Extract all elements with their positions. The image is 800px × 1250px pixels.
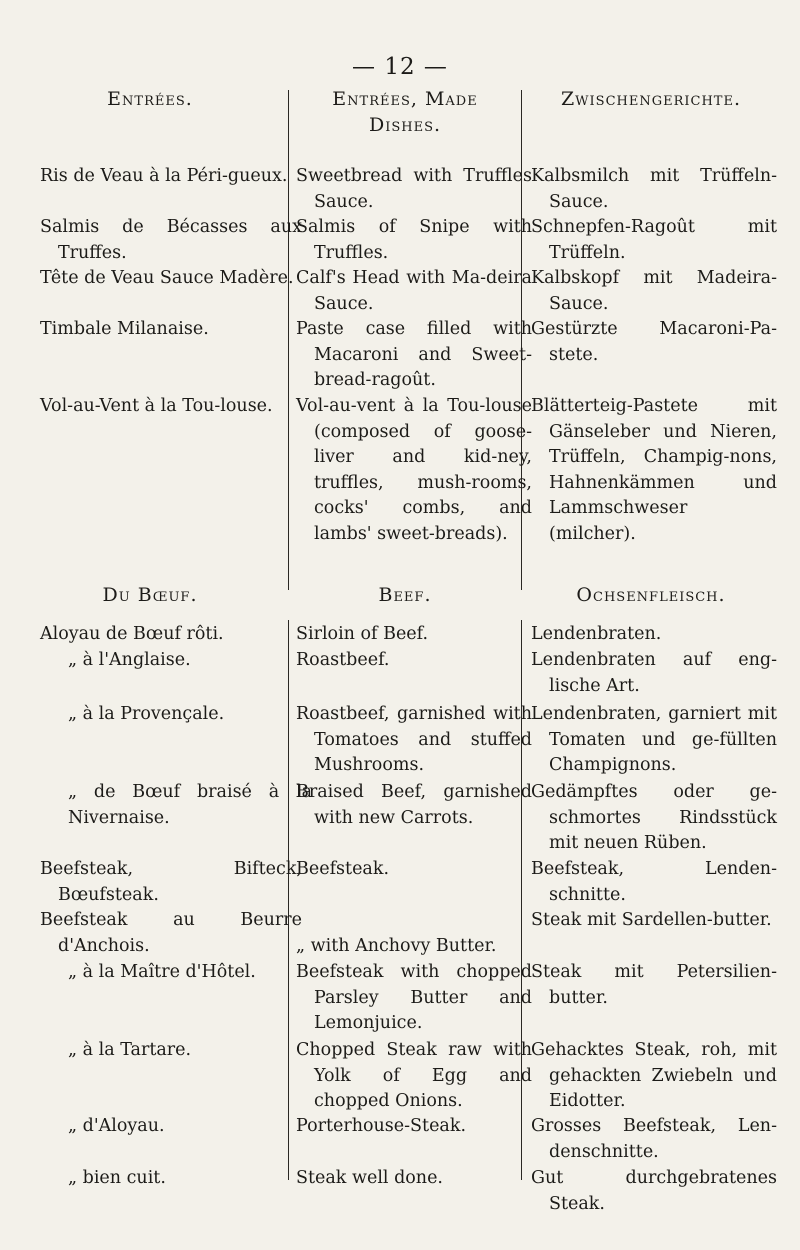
beef-row-3-en: Roastbeef, garnished with Tomatoes and stuffed Mushrooms. (296, 704, 532, 775)
beef-row-7-fr: „ à la Maître d'Hôtel. (68, 962, 256, 982)
header-entrees-en (296, 86, 514, 138)
beef-row-5-de: Beefsteak, Lenden-schnitte. (531, 859, 777, 905)
beef-row-9-fr: „ d'Aloyau. (68, 1116, 165, 1136)
beef-row-7-de: Steak mit Petersilien-butter. (531, 962, 777, 1008)
entree-row-1-de: Kalbsmilch mit Trüffeln-Sauce. (531, 166, 777, 212)
beef-row-10-de: Gut durchgebratenes Steak. (531, 1168, 777, 1214)
entree-row-2-fr: Salmis de Bécasses aux Truffes. (40, 217, 302, 263)
beef-row-10-fr: „ bien cuit. (68, 1168, 166, 1188)
beef-row-9-de: Grosses Beefsteak, Len-denschnitte. (531, 1116, 777, 1162)
beef-row-6-fr: Beefsteak au Beurre d'Anchois. (40, 910, 302, 956)
beef-row-4-fr: „ de Bœuf braisé à la Nivernaise. (68, 782, 312, 828)
beef-row-5-en: Beefsteak. (296, 859, 390, 879)
header-beef-en: Beef. (378, 584, 432, 606)
beef-row-1-de: Lendenbraten. (531, 624, 662, 644)
entree-row-5-de: Blätterteig-Pastete mit Gänseleber und Nieren, Trüffeln, Champig-nons, Hahnenkämmen und Lammschweser (milcher). (531, 396, 777, 544)
beef-row-8-de: Gehacktes Steak, roh, mit gehackten Zwiebeln und Eidotter. (531, 1040, 777, 1111)
beef-row-3-de: Lendenbraten, garniert mit Tomaten und ge-füllten Champignons. (531, 704, 777, 775)
entree-row-2-en: Salmis of Snipe with Truffles. (296, 217, 532, 263)
beef-row-5-fr: Beefsteak, Bifteck, Bœufsteak. (40, 859, 302, 905)
header-entrees-en-text: Entrées, Made Dishes. (332, 88, 478, 136)
entree-row-5-en: Vol-au-vent à la Tou-louse (composed of goose-liver and kid-ney, truffles, mush-rooms, cocks' combs, and lambs' sweet-breads). (296, 396, 532, 544)
beef-row-1-fr: Aloyau de Bœuf rôti. (40, 624, 224, 644)
header-beef-de: Ochsenfleisch. (576, 584, 726, 606)
beef-row-2-de: Lendenbraten auf eng-lische Art. (531, 650, 777, 696)
entree-row-3-de: Kalbskopf mit Madeira-Sauce. (531, 268, 777, 314)
entree-row-3-fr: Tête de Veau Sauce Madère. (40, 268, 294, 288)
entree-row-4-fr: Timbale Milanaise. (40, 319, 209, 339)
beef-row-2-en: Roastbeef. (296, 650, 390, 670)
entree-row-4-en: Paste case filled with Macaroni and Sweet-bread-ragoût. (296, 319, 532, 390)
beef-row-8-fr: „ à la Tartare. (68, 1040, 192, 1060)
entree-row-1-en: Sweetbread with Truffles Sauce. (296, 166, 532, 212)
beef-row-6-en: „ with Anchovy Butter. (296, 936, 497, 956)
header-entrees-fr: Entrées. (107, 88, 193, 110)
beef-row-9-en: Porterhouse-Steak. (296, 1116, 467, 1136)
entree-row-4-de: Gestürzte Macaroni-Pa-stete. (531, 319, 777, 365)
beef-row-7-en: Beefsteak with chopped Parsley Butter and Lemonjuice. (296, 962, 532, 1033)
header-entrees-de: Zwischengerichte. (560, 88, 742, 110)
beef-row-1-en: Sirloin of Beef. (296, 624, 429, 644)
beef-row-6-de: Steak mit Sardellen-butter. (531, 910, 772, 930)
beef-row-4-en: Braised Beef, garnished with new Carrots. (296, 782, 532, 828)
header-beef-fr: Du Bœuf. (102, 584, 198, 606)
entree-row-2-de: Schnepfen-Ragoût mit Trüffeln. (531, 217, 777, 263)
entree-row-3-en: Calf's Head with Ma-deira Sauce. (296, 268, 532, 314)
beef-row-4-de: Gedämpftes oder ge-schmortes Rindsstück mit neuen Rüben. (531, 782, 777, 853)
beef-row-3-fr: „ à la Provençale. (68, 704, 225, 724)
beef-row-10-en: Steak well done. (296, 1168, 443, 1188)
page-number: — 12 — (352, 54, 448, 80)
entree-row-1-fr: Ris de Veau à la Péri-gueux. (40, 166, 288, 186)
entree-row-5-fr: Vol-au-Vent à la Tou-louse. (40, 396, 273, 416)
beef-row-8-en: Chopped Steak raw with Yolk of Egg and chopped Onions. (296, 1040, 532, 1111)
beef-row-2-fr: „ à l'Anglaise. (68, 650, 191, 670)
